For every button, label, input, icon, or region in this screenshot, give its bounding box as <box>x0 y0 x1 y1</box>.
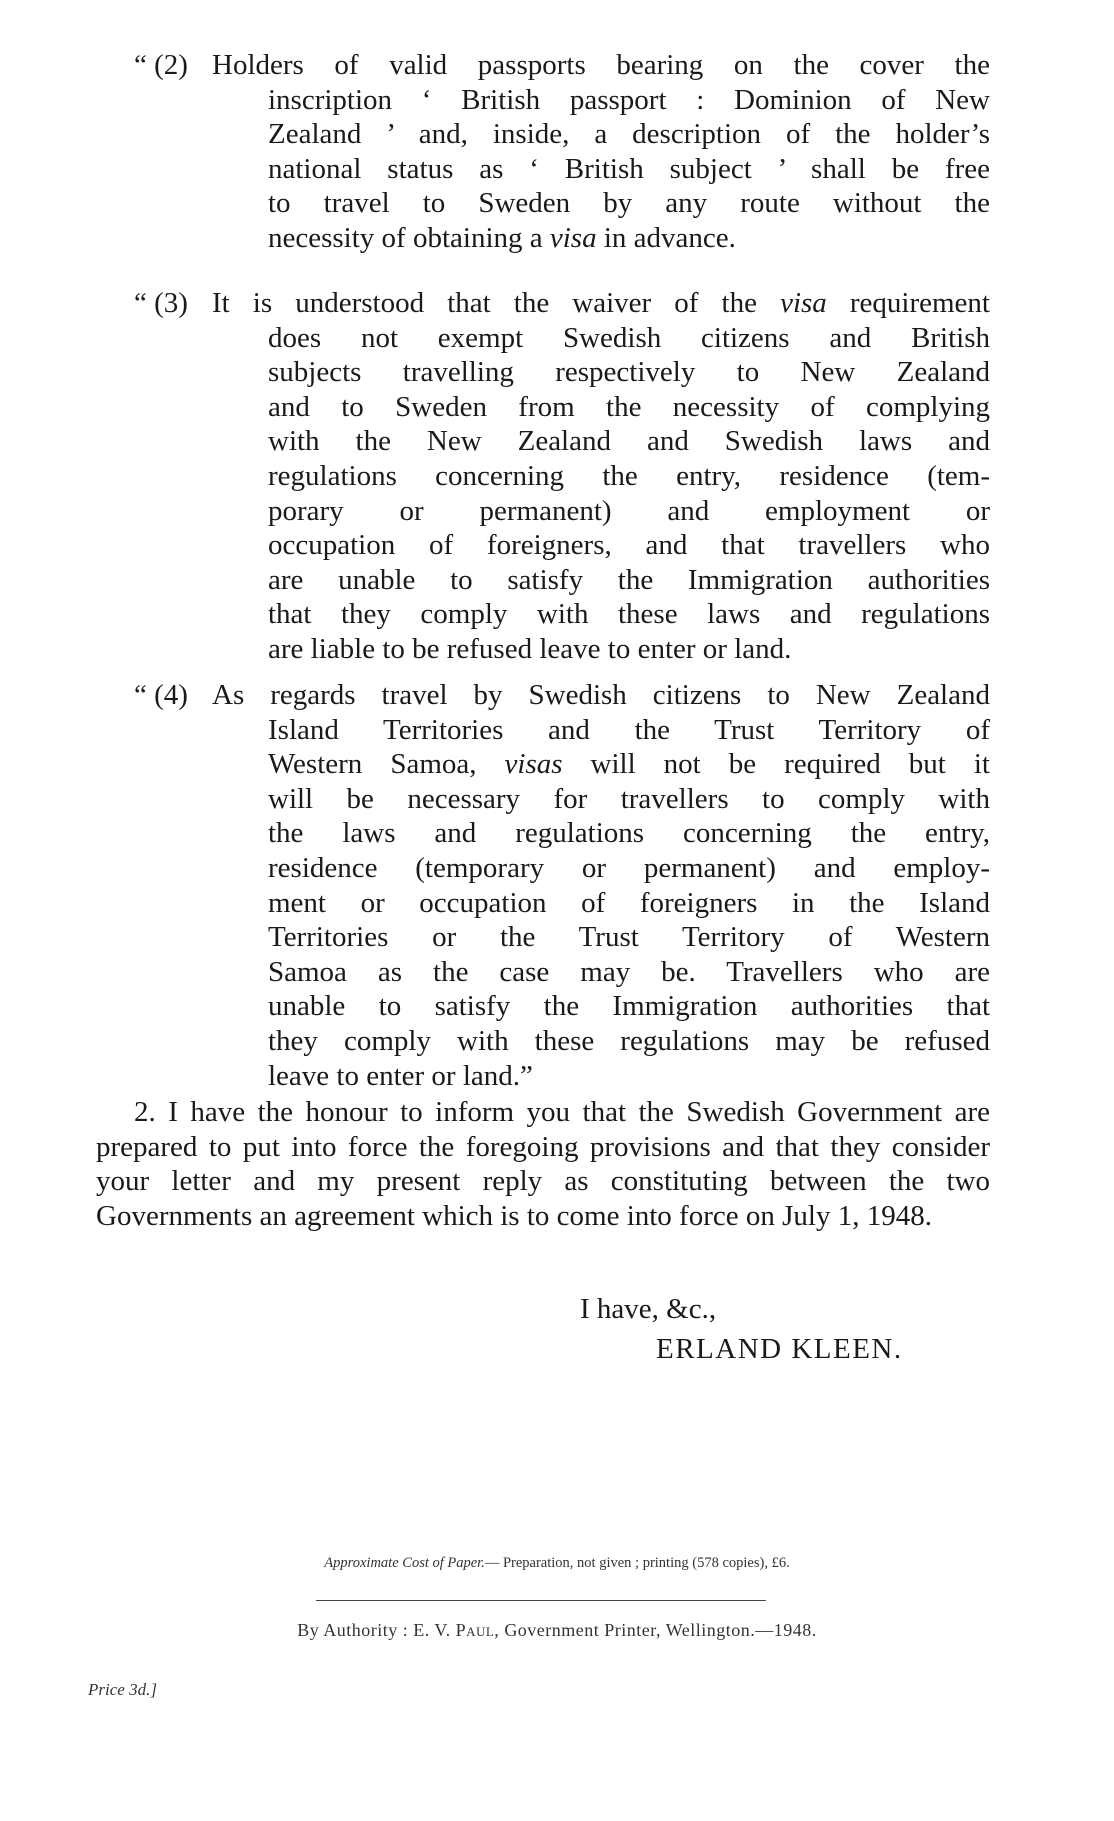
clause-line: Western Samoa, visas will not be required but it <box>268 748 990 781</box>
signature: ERLAND KLEEN. <box>656 1333 903 1365</box>
clause-line: will be necessary for travellers to comply with <box>268 782 990 815</box>
price-note: Price 3d.] <box>88 1680 157 1699</box>
authority-rest: Government Printer, Wellington.—1948. <box>504 1620 817 1640</box>
clause-line: Island Territories and the Trust Territory of <box>268 713 990 746</box>
clause-number: “ (2) <box>134 49 188 81</box>
clause-line: national status as ‘ British subject ’ shall be free <box>268 152 990 185</box>
closing-salutation: I have, &c., <box>580 1293 717 1325</box>
clause-line: inscription ‘ British passport : Dominion of New <box>268 83 990 116</box>
cost-text: — Preparation, not given ; printing (578 copies), £6. <box>484 1555 790 1571</box>
clause-line: that they comply with these laws and regulations <box>268 598 990 631</box>
clause-line: necessity of obtaining a visa in advance. <box>268 221 736 254</box>
clause-text <box>212 678 990 1093</box>
authority-prefix: By Authority : <box>297 1620 409 1640</box>
clause-line: are unable to satisfy the Immigration authorities <box>268 563 990 596</box>
clause-line: occupation of foreigners, and that travellers who <box>268 529 990 562</box>
clause-line: the laws and regulations concerning the entry, <box>268 817 990 850</box>
clause-line: Holders of valid passports bearing on the cover the <box>212 49 990 81</box>
clause-line: residence (temporary or permanent) and employ- <box>268 851 990 884</box>
clause-line: are liable to be refused leave to enter or land. <box>268 632 792 665</box>
cost-label: Approximate Cost of Paper. <box>324 1555 485 1571</box>
authority-line <box>0 1620 1114 1641</box>
cost-note <box>0 1555 1114 1572</box>
clause-line: to travel to Sweden by any route without the <box>268 187 990 220</box>
clause-line: porary or permanent) and employment or <box>268 494 990 527</box>
clause-line: they comply with these regulations may be refused <box>268 1024 990 1057</box>
clause-text <box>212 286 990 667</box>
footer-divider <box>316 1600 766 1601</box>
clause-line: Zealand ’ and, inside, a description of the holder’s <box>268 118 990 151</box>
clause-line: It is understood that the waiver of the visa requirement <box>212 287 990 319</box>
clause-line: does not exempt Swedish citizens and British <box>268 321 990 354</box>
clause-line: unable to satisfy the Immigration authorities that <box>268 990 990 1023</box>
clause-line: regulations concerning the entry, residence (tem- <box>268 459 990 492</box>
clause-line: ment or occupation of foreigners in the Island <box>268 886 990 919</box>
clause-number: “ (4) <box>134 679 188 711</box>
clause-text <box>212 48 990 256</box>
paragraph-2: 2. I have the honour to inform you that the Swedish Government are prepared to put into force the foregoing provisions and that they consider your letter and my present reply as constituting between the two Governments an agreement which is to come into force on July 1, 1948. <box>96 1096 990 1232</box>
clause-line: with the New Zealand and Swedish laws and <box>268 425 990 458</box>
clause-number: “ (3) <box>134 287 188 319</box>
clause-line: Samoa as the case may be. Travellers who are <box>268 955 990 988</box>
clause-line: leave to enter or land.” <box>268 1059 533 1092</box>
clause-line: and to Sweden from the necessity of complying <box>268 390 990 423</box>
clause-line: As regards travel by Swedish citizens to New Zealand <box>212 679 990 711</box>
clause-line: Territories or the Trust Territory of Western <box>268 921 990 954</box>
printer-name: E. V. Paul, <box>413 1620 500 1640</box>
clause-line: subjects travelling respectively to New Zealand <box>268 356 990 389</box>
